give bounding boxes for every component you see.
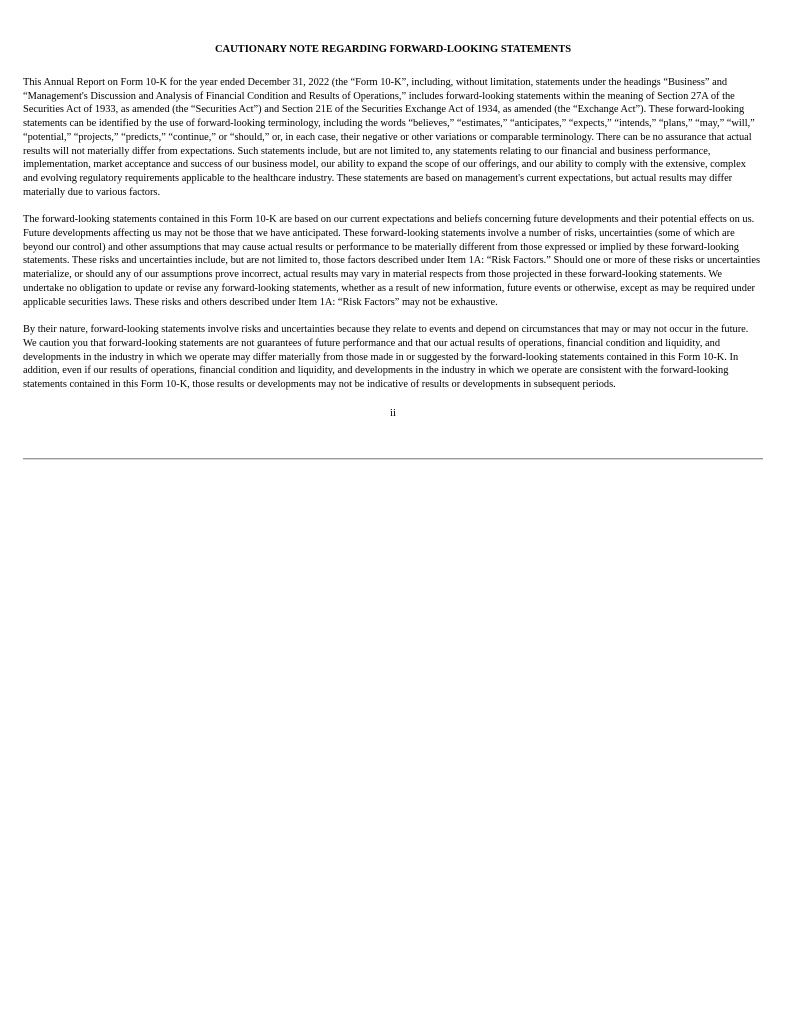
section-heading: CAUTIONARY NOTE REGARDING FORWARD-LOOKING STATEMENTS — [214, 44, 572, 55]
document-page — [23, 42, 763, 420]
paragraph-intro: This Annual Report on Form 10-K for the year ended December 31, 2022 (the “Form 10-K”, including, without limitation, statements under the headings “Business” and “Management's Discussion and Analysis of Financial Condition and Results of Operations,” includes forward-looking statements within the meaning of Section 27A of the Securities Act of 1933, as amended (the “Securities Act”) and Section 21E of the Securities Exchange Act of 1934, as amended (the “Exchange Act”). These forward-looking statements can be identified by the use of forward-looking terminology, including the words “believes,” “estimates,” “anticipates,” “expects,” “intends,” “plans,” “may,” “will,” “potential,” “projects,” “predicts,” “continue,” or “should,” or, in each case, their negative or other variations or comparable terminology. There can be no assurance that actual results will not materially differ from expectations. Such statements include, but are not limited to, any statements relating to our financial and business performance, implementation, market acceptance and success of our business model, our ability to expand the scope of our offerings, and our ability to comply with the extensive, complex and evolving regulatory requirements applicable to the healthcare industry. These statements are based on management's current expectations, but actual results may differ materially due to various factors. — [23, 77, 755, 198]
page-divider — [23, 458, 763, 460]
page-number: ii — [389, 406, 397, 419]
paragraph-expectations: The forward-looking statements contained in this Form 10-K are based on our current expectations and beliefs concerning future developments and their potential effects on us. Future developments affecting us may not be those that we have anticipated. These forward-looking statements involve a number of risks, uncertainties (some of which are beyond our control) and other assumptions that may cause actual results or performance to be materially different from those expressed or implied by these forward-looking statements. These risks and uncertainties include, but are not limited to, those factors described under Item 1A: “Risk Factors.” Should one or more of these risks or uncertainties materialize, or should any of our assumptions prove incorrect, actual results may vary in material respects from those projected in these forward-looking statements. We undertake no obligation to update or revise any forward-looking statements, whether as a result of new information, future events or otherwise, except as may be required under applicable securities laws. These risks and others described under Item 1A: “Risk Factors” may not be exhaustive. — [23, 214, 761, 308]
paragraph-risks: By their nature, forward-looking statements involve risks and uncertainties because they relate to events and depend on circumstances that may or may not occur in the future. We caution you that forward-looking statements are not guarantees of future performance and that our actual results of operations, financial condition and liquidity, and developments in the industry in which we operate may differ materially from those made in or suggested by the forward-looking statements contained in this Form 10-K. In addition, even if our results of operations, financial condition and liquidity, and developments in the industry in which we operate are consistent with the forward-looking statements contained in this Form 10-K, those results or developments may not be indicative of results or developments in subsequent periods. — [23, 324, 749, 391]
